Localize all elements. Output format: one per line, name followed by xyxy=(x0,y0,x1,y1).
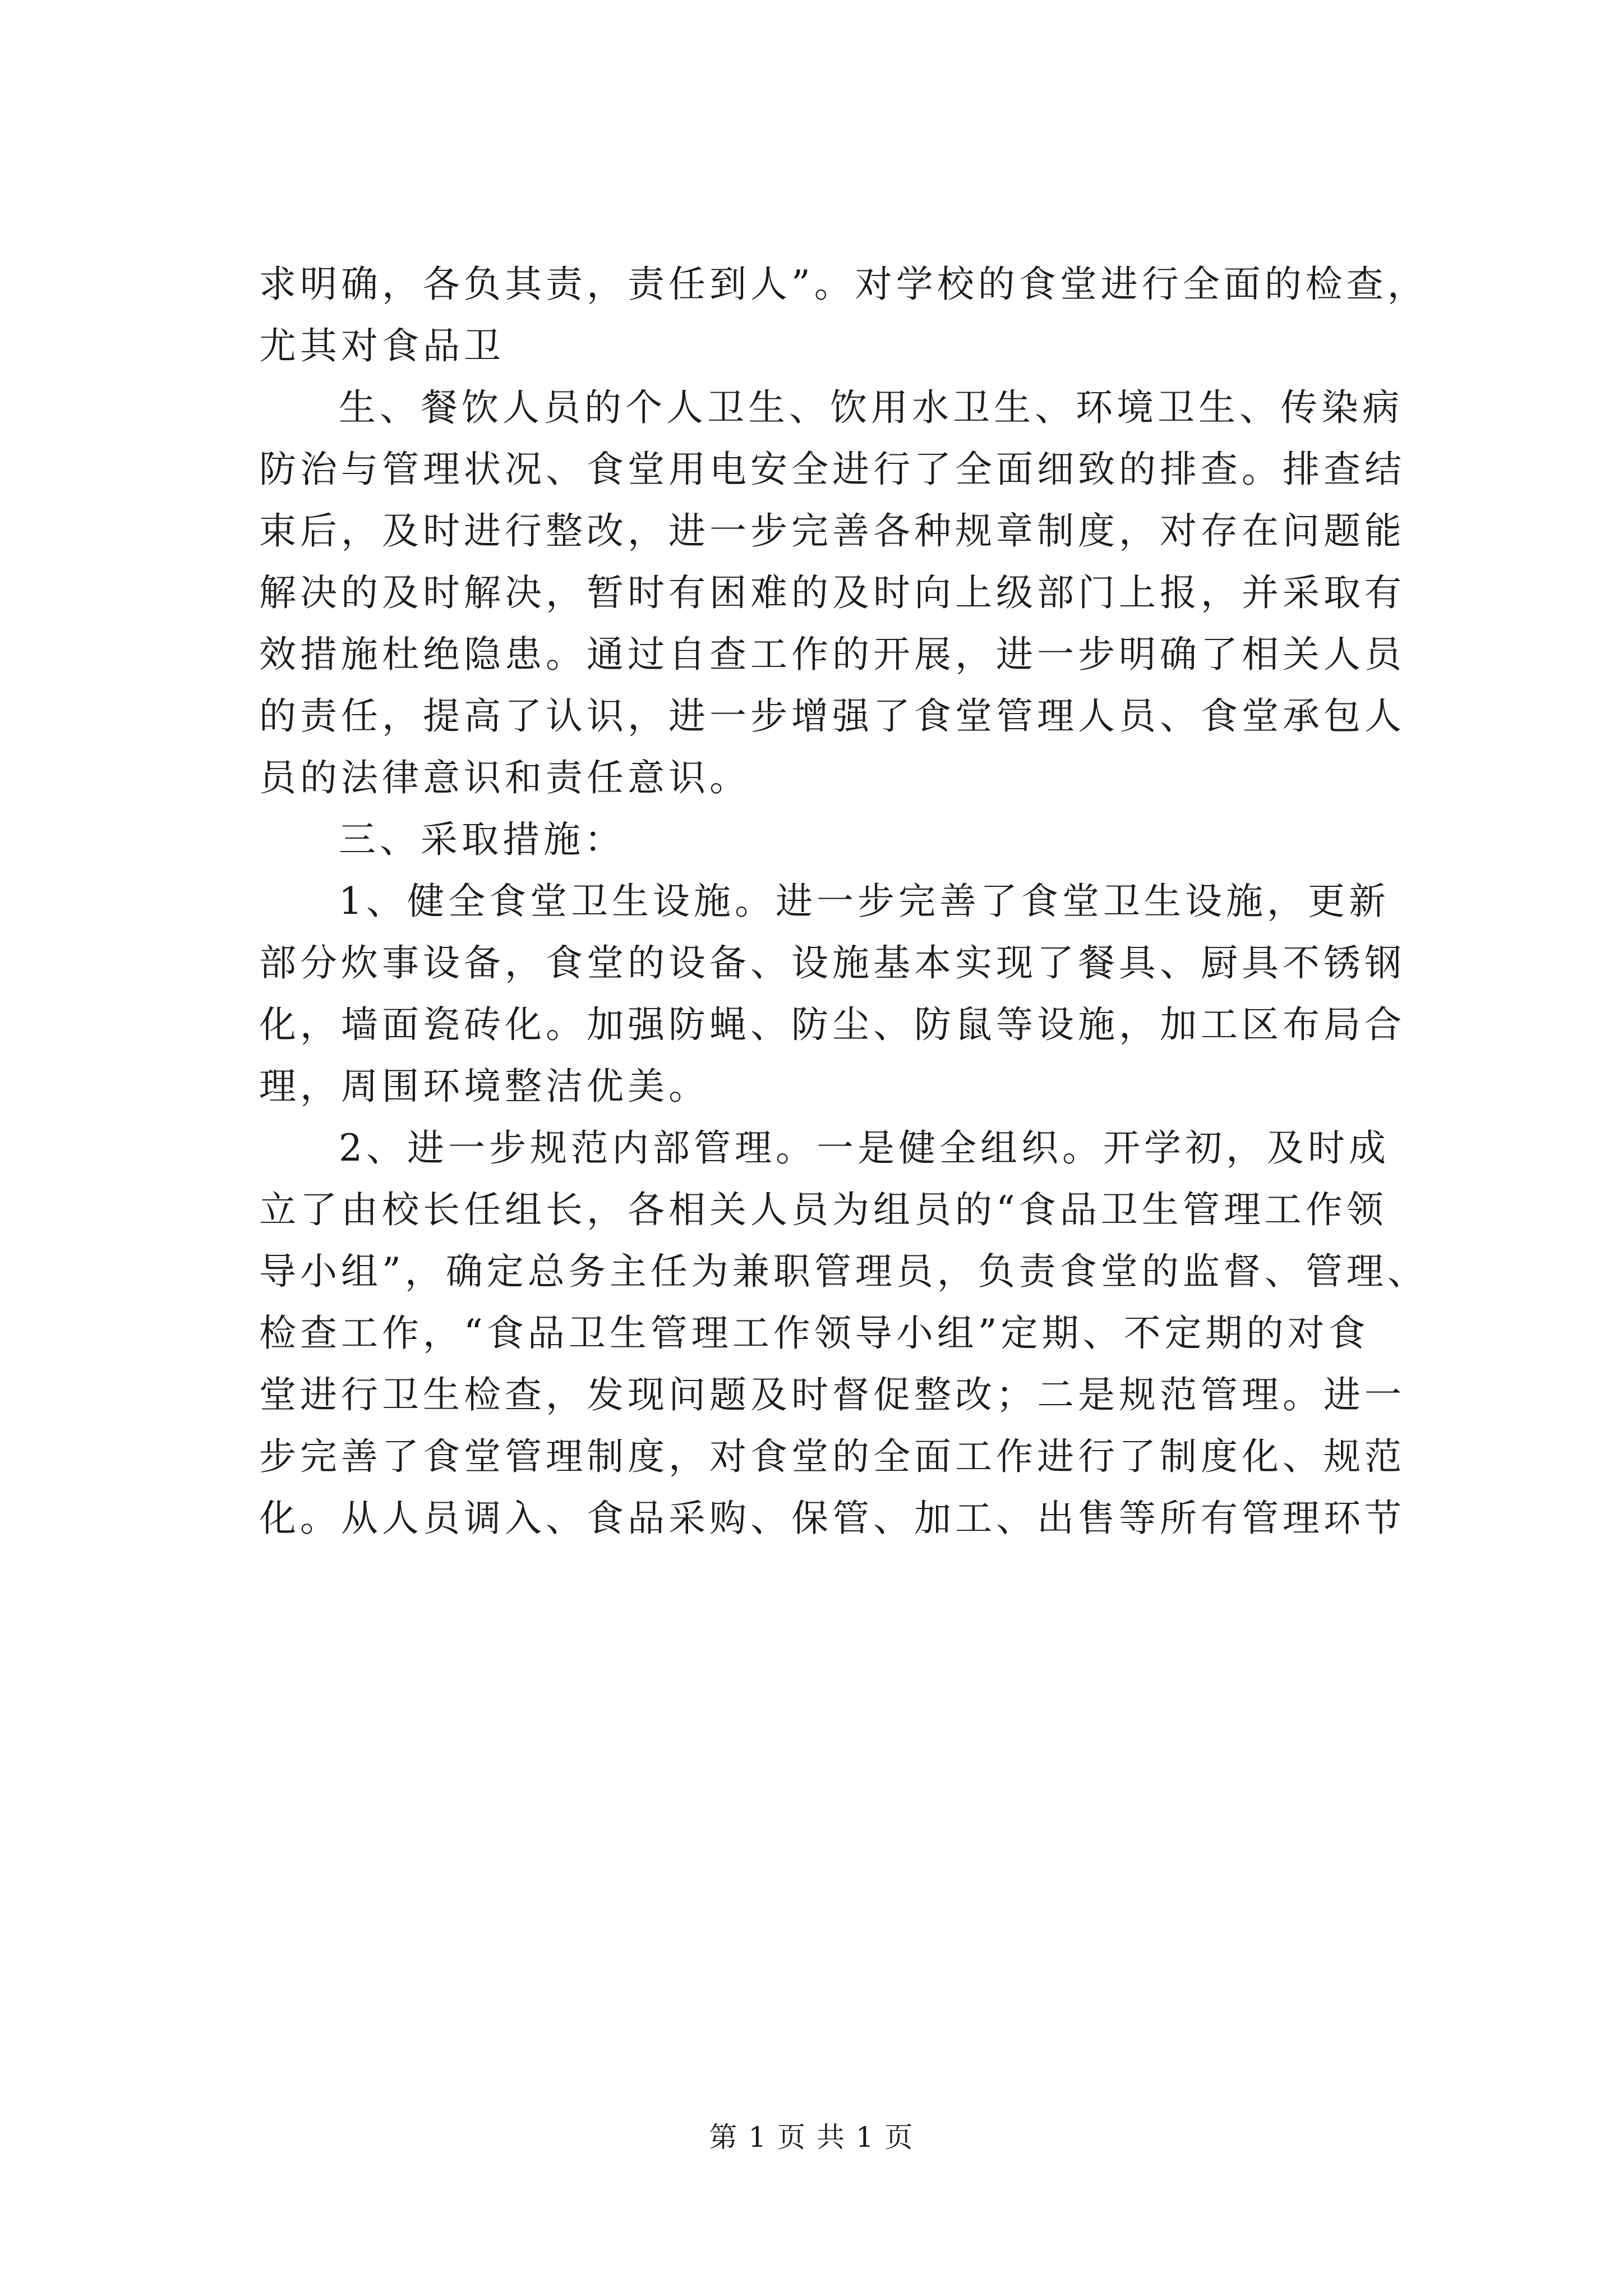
text-line: 理，周围环境整洁优美。 xyxy=(259,1065,709,1108)
text-line: 部分炊事设备，食堂的设备、设施基本实现了餐具、厨具不锈钢 xyxy=(259,941,1405,984)
text-line: 防治与管理状况、食堂用电安全进行了全面细致的排查。排查结 xyxy=(259,448,1405,491)
text-line: 检查工作，“食品卫生管理工作领导小组”定期、不定期的对食 xyxy=(259,1312,1370,1355)
text-line: 员的法律意识和责任意识。 xyxy=(259,756,750,799)
document-body xyxy=(259,254,1428,1549)
text-line: 效措施杜绝隐患。通过自查工作的开展，进一步明确了相关人员 xyxy=(259,633,1405,676)
text-line: 化。从人员调入、食品采购、保管、加工、出售等所有管理环节 xyxy=(259,1497,1405,1540)
text-line: 导小组”，确定总务主任为兼职管理员，负责食堂的监督、管理、 xyxy=(259,1250,1428,1293)
paragraph-start-line: 1、健全食堂卫生设施。进一步完善了食堂卫生设施，更新 xyxy=(339,880,1390,923)
text-line: 求明确，各负其责，责任到人”。对学校的食堂进行全面的检查， xyxy=(259,263,1428,306)
page-footer: 第 1 页 共 1 页 xyxy=(709,2121,914,2154)
text-line: 解决的及时解决，暂时有困难的及时向上级部门上报，并采取有 xyxy=(259,571,1405,614)
section-heading: 三、采取措施： xyxy=(339,818,625,861)
text-line: 的责任，提高了认识，进一步增强了食堂管理人员、食堂承包人 xyxy=(259,694,1405,738)
text-line: 束后，及时进行整改，进一步完善各种规章制度，对存在问题能 xyxy=(259,509,1405,553)
text-line: 堂进行卫生检查，发现问题及时督促整改；二是规范管理。进一 xyxy=(259,1373,1405,1416)
text-line: 步完善了食堂管理制度，对食堂的全面工作进行了制度化、规范 xyxy=(259,1435,1405,1478)
text-line: 尤其对食品卫 xyxy=(259,324,505,367)
paragraph-start-line: 2、进一步规范内部管理。一是健全组织。开学初，及时成 xyxy=(339,1126,1390,1170)
paragraph-start-line: 生、餐饮人员的个人卫生、饮用水卫生、环境卫生、传染病 xyxy=(339,386,1403,429)
text-line: 立了由校长任组长，各相关人员为组员的“食品卫生管理工作领 xyxy=(259,1188,1387,1231)
text-line: 化，墙面瓷砖化。加强防蝇、防尘、防鼠等设施，加工区布局合 xyxy=(259,1003,1405,1046)
